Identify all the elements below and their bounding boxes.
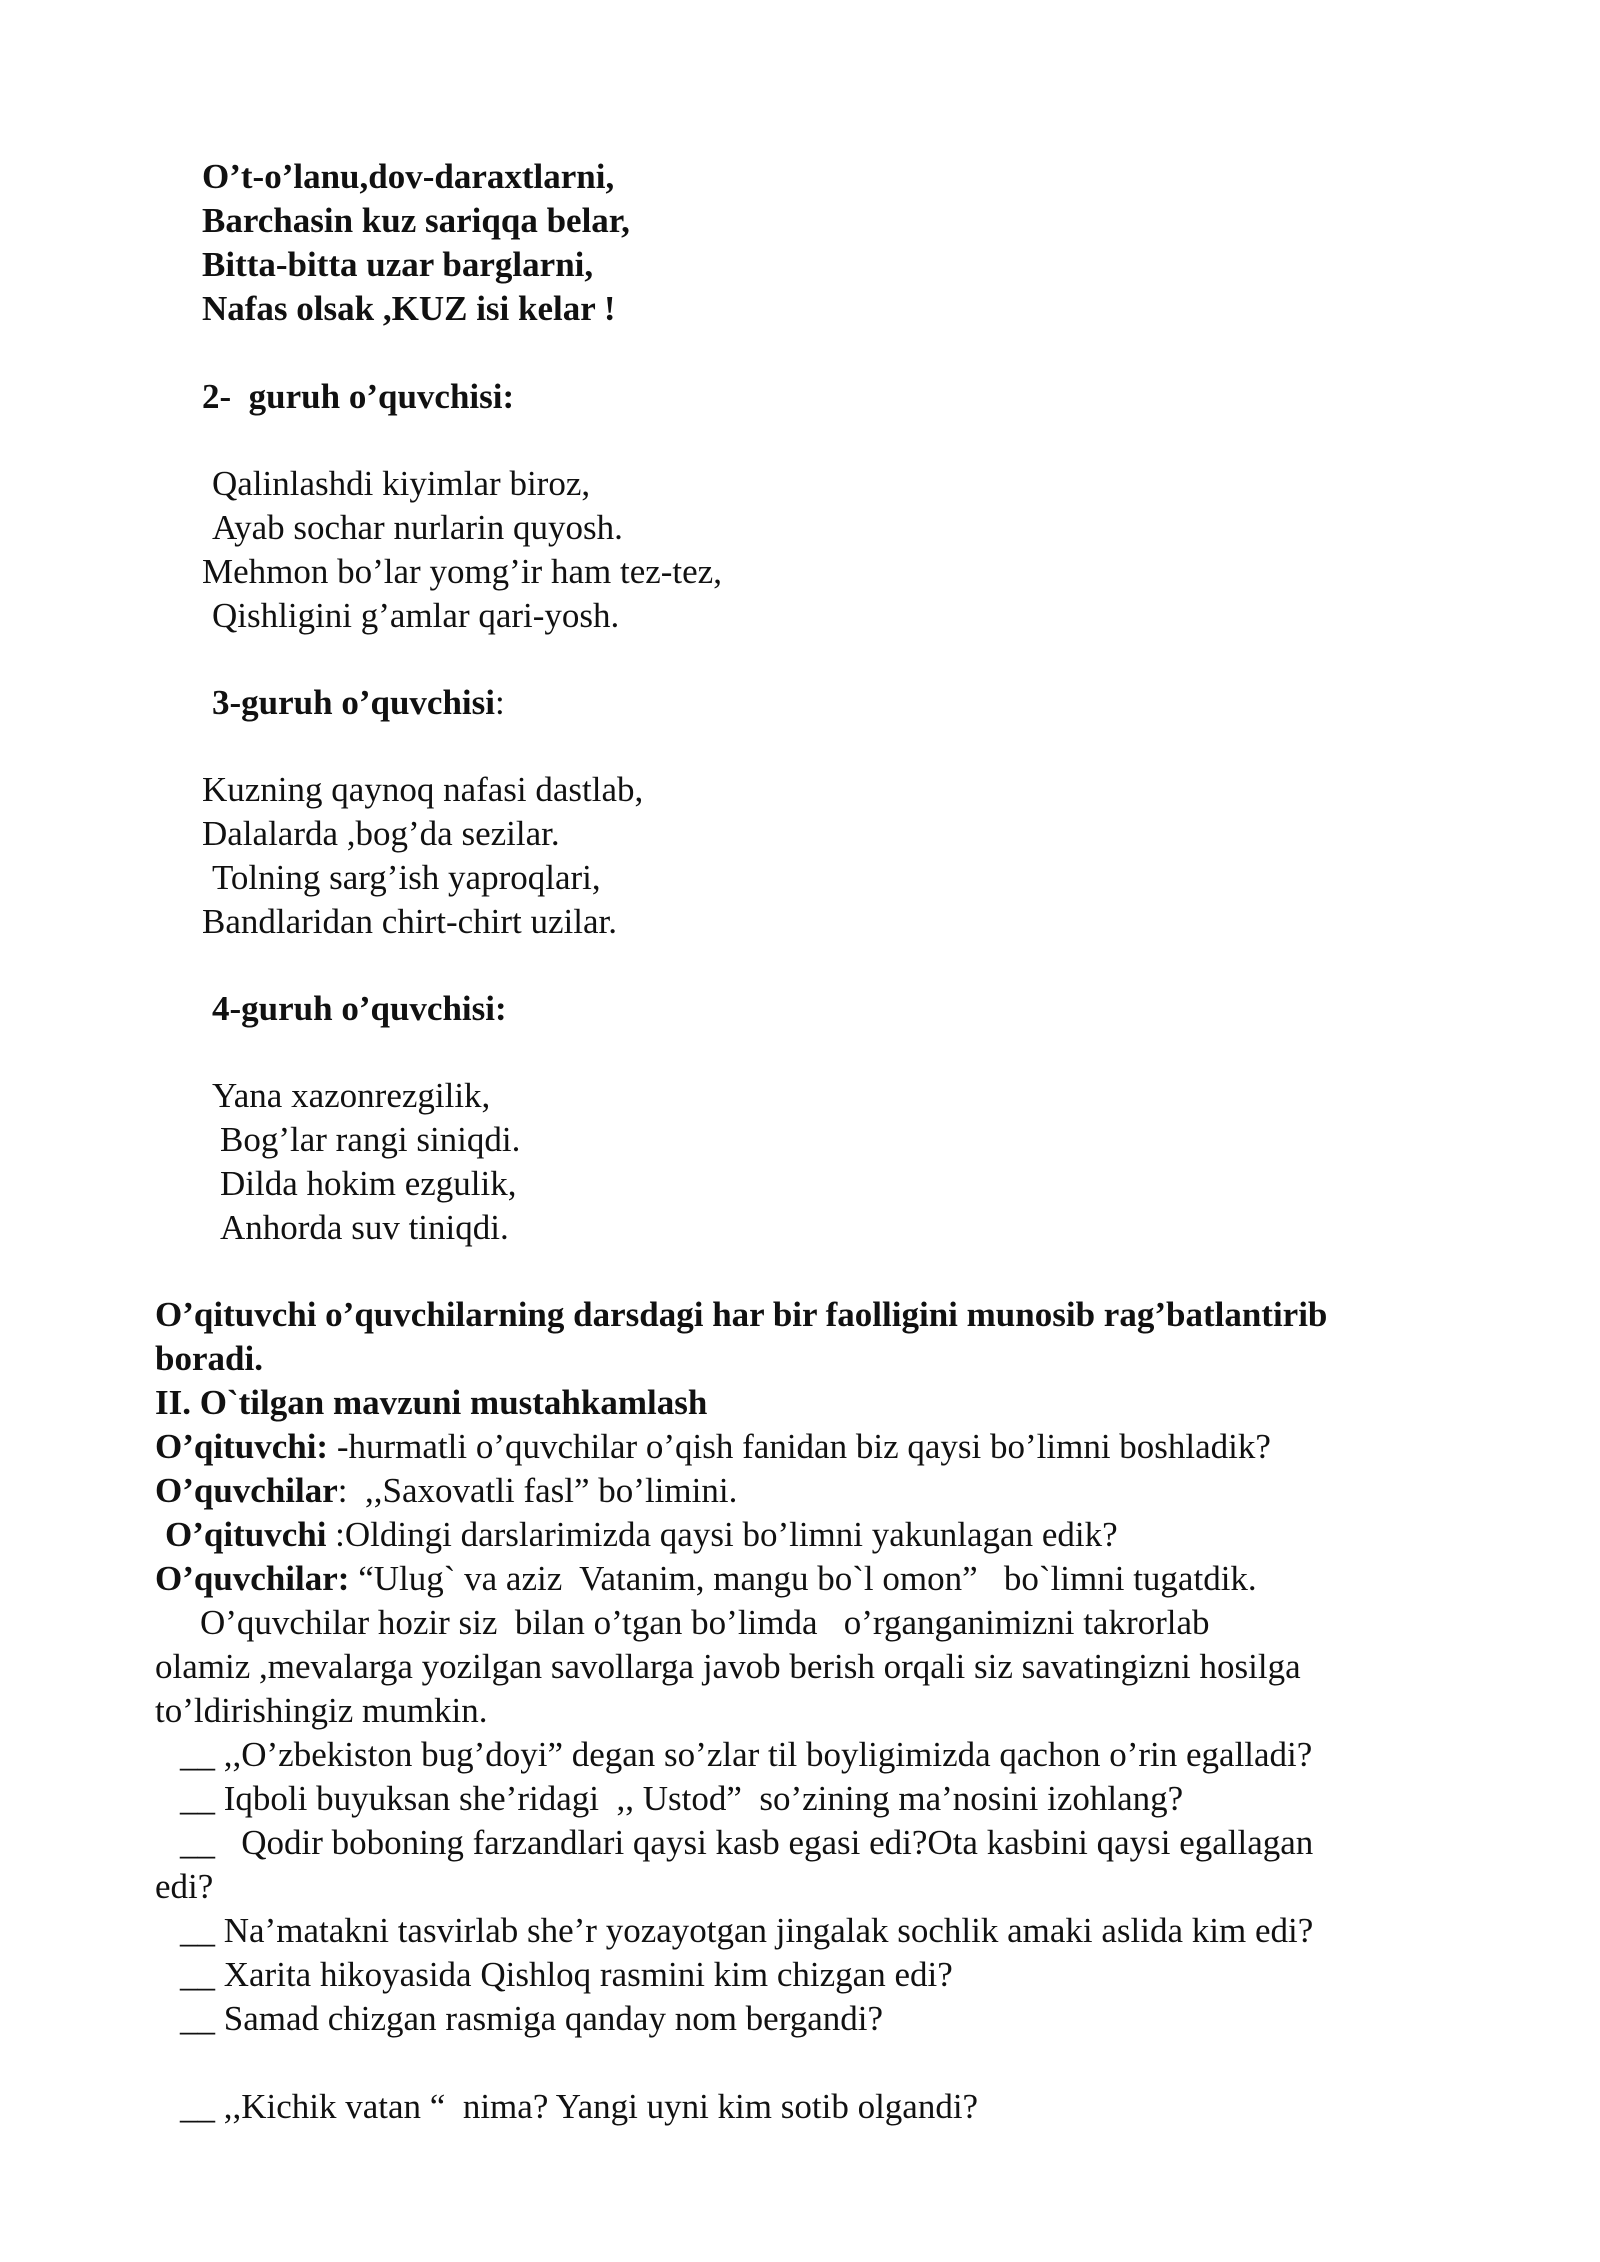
dialogue-text: “Ulug` va aziz Vatanim, mangu bo`l omon” bo`limni tugatdik. [349,1559,1257,1598]
dialogue-speaker: O’qituvchi: [155,1427,329,1466]
group3-heading [212,681,505,725]
question-7: __ ,,Kichik vatan “ nima? Yangi uyni kim sotib olgandi? [180,2087,979,2126]
dialogue-line-1 [155,1425,1271,1469]
question-3-continued: edi? [155,1867,214,1906]
intro-line-2: olamiz ,mevalarga yozilgan savollarga javob berish orqali siz savatingizni hosilga [155,1647,1301,1686]
group4-line-3: Dilda hokim ezgulik, [220,1164,517,1203]
dialogue-text: :Oldingi darslarimizda qaysi bo’limni yakunlagan edik? [326,1515,1118,1554]
group3-line-3: Tolning sarg’ish yaproqlari, [212,858,601,897]
group2-line-2: Ayab sochar nurlarin quyosh. [212,508,623,547]
group3-line-4: Bandlaridan chirt-chirt uzilar. [202,902,617,941]
group4-line-4: Anhorda suv tiniqdi. [220,1208,509,1247]
group4-line-1: Yana xazonrezgilik, [212,1076,491,1115]
group4-heading: 4-guruh o’quvchisi: [212,989,507,1028]
group3-heading-text: 3-guruh o’quvchisi [212,683,495,722]
teacher-note-line-2: boradi. [155,1339,263,1378]
dialogue-speaker: O’qituvchi [165,1515,327,1554]
group2-line-1: Qalinlashdi kiyimlar biroz, [212,464,591,503]
question-6: __ Samad chizgan rasmiga qanday nom bergandi? [180,1999,884,2038]
question-4: __ Na’matakni tasvirlab she’r yozayotgan jingalak sochlik amaki aslida kim edi? [180,1911,1314,1950]
group4-line-2: Bog’lar rangi siniqdi. [220,1120,521,1159]
group3-heading-colon: : [495,683,505,722]
poem1-line-1: O’t-o’lanu,dov-daraxtlarni, [202,157,615,196]
group3-line-1: Kuzning qaynoq nafasi dastlab, [202,770,644,809]
group2-line-3: Mehmon bo’lar yomg’ir ham tez-tez, [202,552,722,591]
intro-line-1: O’quvchilar hozir siz bilan o’tgan bo’limda o’rganganimizni takrorlab [200,1603,1210,1642]
dialogue-line-4 [155,1557,1257,1601]
dialogue-text: : ,,Saxovatli fasl” bo’limini. [337,1471,738,1510]
question-3: __ Qodir boboning farzandlari qaysi kasb egasi edi?Ota kasbini qaysi egallagan [180,1823,1314,1862]
intro-line-3: to’ldirishingiz mumkin. [155,1691,488,1730]
poem1-line-3: Bitta-bitta uzar barglarni, [202,245,594,284]
dialogue-text: -hurmatli o’quvchilar o’qish fanidan biz qaysi bo’limni boshladik? [328,1427,1271,1466]
group3-line-2: Dalalarda ,bog’da sezilar. [202,814,560,853]
group2-line-4: Qishligini g’amlar qari-yosh. [212,596,620,635]
section-title: II. O`tilgan mavzuni mustahkamlash [155,1383,708,1422]
question-1: __ ,,O’zbekiston bug’doyi” degan so’zlar til boyligimizda qachon o’rin egalladi? [180,1735,1313,1774]
question-5: __ Xarita hikoyasida Qishloq rasmini kim chizgan edi? [180,1955,953,1994]
dialogue-speaker: O’quvchilar: [155,1559,350,1598]
dialogue-line-2 [155,1469,737,1513]
group2-heading: 2- guruh o’quvchisi: [202,377,515,416]
dialogue-speaker: O’quvchilar [155,1471,338,1510]
poem1-line-2: Barchasin kuz sariqqa belar, [202,201,630,240]
dialogue-line-3 [165,1513,1118,1557]
teacher-note-line-1: O’qituvchi o’quvchilarning darsdagi har bir faolligini munosib rag’batlantirib [155,1295,1328,1334]
poem1-line-4: Nafas olsak ,KUZ isi kelar ! [202,289,616,328]
question-2: __ Iqboli buyuksan she’ridagi ,, Ustod” so’zining ma’nosini izohlang? [180,1779,1184,1818]
